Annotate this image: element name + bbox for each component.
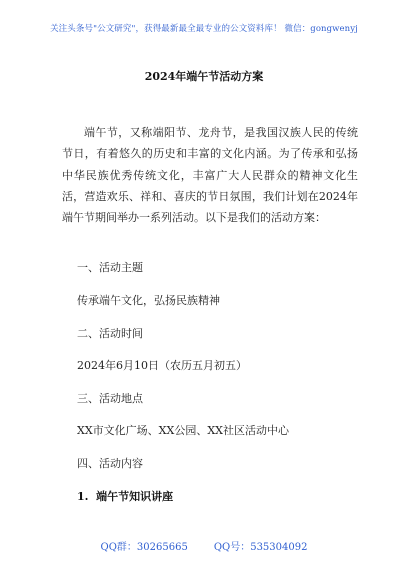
qq-number-text: QQ号：535304092: [213, 542, 308, 553]
header-banner: 关注头条号"公文研究"，获得最新最全最专业的公文资料库！ 微信：gongwenyj: [50, 24, 358, 34]
section-heading-location: 三、活动地点: [77, 392, 143, 405]
footer-contact: [0, 538, 408, 553]
subheading-lecture: 1. 端午节知识讲座: [77, 490, 174, 503]
section-heading-time: 二、活动时间: [77, 327, 143, 340]
section-heading-theme: 一、活动主题: [77, 261, 143, 274]
intro-paragraph: 端午节，又称端阳节、龙舟节，是我国汉族人民的传统节日，有着悠久的历史和丰富的文化内涵。为了传承和弘扬中华民族优秀传统文化，丰富广大人民群众的精神文化生活，营造欢乐、祥和、喜庆的节日氛围，我们计划在2024年端午节期间举办一系列活动。以下是我们的活动方案：: [62, 126, 358, 225]
section-body-time: 2024年6月10日（农历五月初五）: [77, 359, 247, 372]
qq-group-text: QQ群：30265665: [100, 542, 188, 553]
section-body-theme: 传承端午文化，弘扬民族精神: [77, 294, 220, 307]
section-heading-content: 四、活动内容: [77, 457, 143, 470]
document-title: 2024年端午节活动方案: [144, 70, 264, 83]
section-body-location: XX市文化广场、XX公园、XX社区活动中心: [77, 424, 289, 437]
